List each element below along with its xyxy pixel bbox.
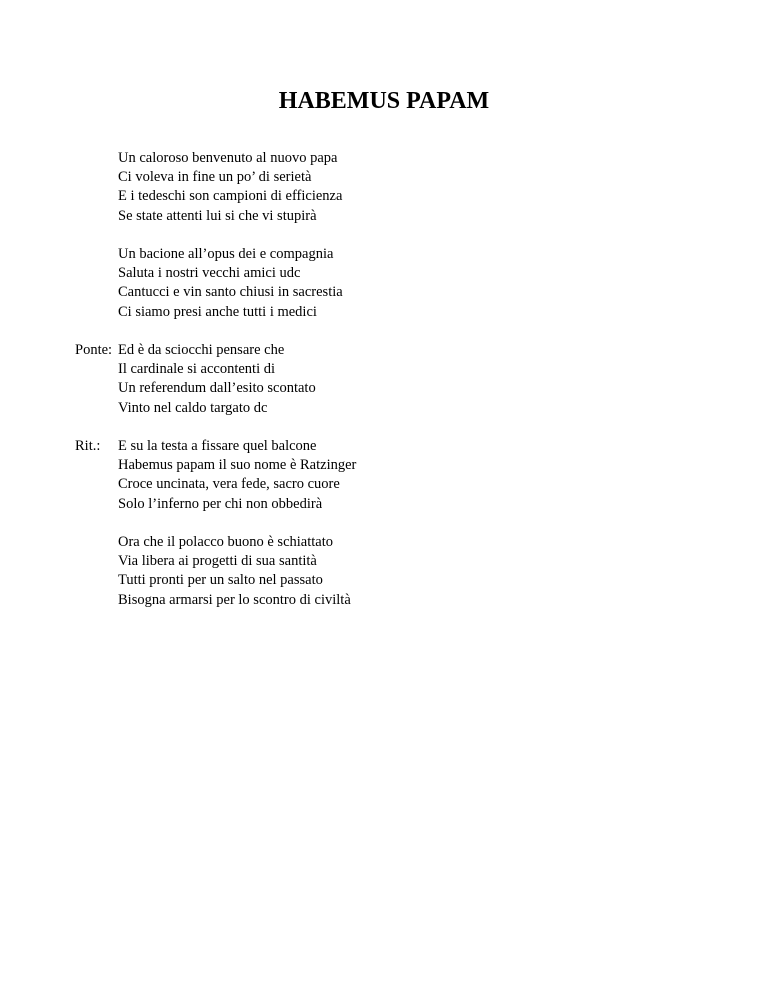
lyric-line: Bisogna armarsi per lo scontro di civiltà	[118, 591, 351, 608]
stanza-label	[75, 533, 118, 610]
lyric-line: Un bacione all’opus dei e compagnia	[118, 246, 334, 262]
lyric-line: Ed è da sciocchi pensare che	[118, 342, 285, 358]
stanza-label-ponte: Ponte:	[75, 342, 113, 358]
lyric-line: Via libera ai progetti di sua santità	[118, 553, 317, 570]
lyric-line: Un referendum dall’esito scontato	[118, 380, 316, 397]
stanza-verse-3	[75, 533, 715, 610]
stanza-label	[75, 245, 118, 322]
lyric-line: Un caloroso benvenuto al nuovo papa	[118, 150, 338, 166]
lyric-line: Croce uncinata, vera fede, sacro cuore	[118, 476, 340, 493]
lyric-line: Tutti pronti per un salto nel passato	[118, 572, 323, 589]
lyric-line: Saluta i nostri vecchi amici udc	[118, 265, 301, 282]
lyric-line: Habemus papam il suo nome è Ratzinger	[118, 457, 357, 474]
stanza-label-rit: Rit.:	[75, 438, 101, 454]
stanza-chorus	[75, 437, 715, 514]
lyric-line: E su la testa a fissare quel balcone	[118, 438, 317, 454]
lyrics-body	[75, 149, 715, 629]
lyric-line: Ci siamo presi anche tutti i medici	[118, 303, 317, 320]
lyric-line: Cantucci e vin santo chiusi in sacrestia	[118, 284, 343, 301]
lyric-line: Se state attenti lui si che vi stupirà	[118, 207, 317, 224]
lyric-line: Ora che il polacco buono è schiattato	[118, 534, 334, 550]
lyric-line: E i tedeschi son campioni di efficienza	[118, 188, 343, 205]
page-title: HABEMUS PAPAM	[278, 88, 490, 114]
stanza-bridge	[75, 341, 715, 418]
lyric-line: Vinto nel caldo targato dc	[118, 399, 268, 416]
stanza-verse-2	[75, 245, 715, 322]
stanza-verse-1	[75, 149, 715, 226]
lyric-line: Ci voleva in fine un po’ di serietà	[118, 169, 312, 186]
lyric-line: Solo l’inferno per chi non obbedirà	[118, 495, 323, 512]
lyric-line: Il cardinale si accontenti di	[118, 361, 276, 378]
stanza-label	[75, 149, 118, 226]
